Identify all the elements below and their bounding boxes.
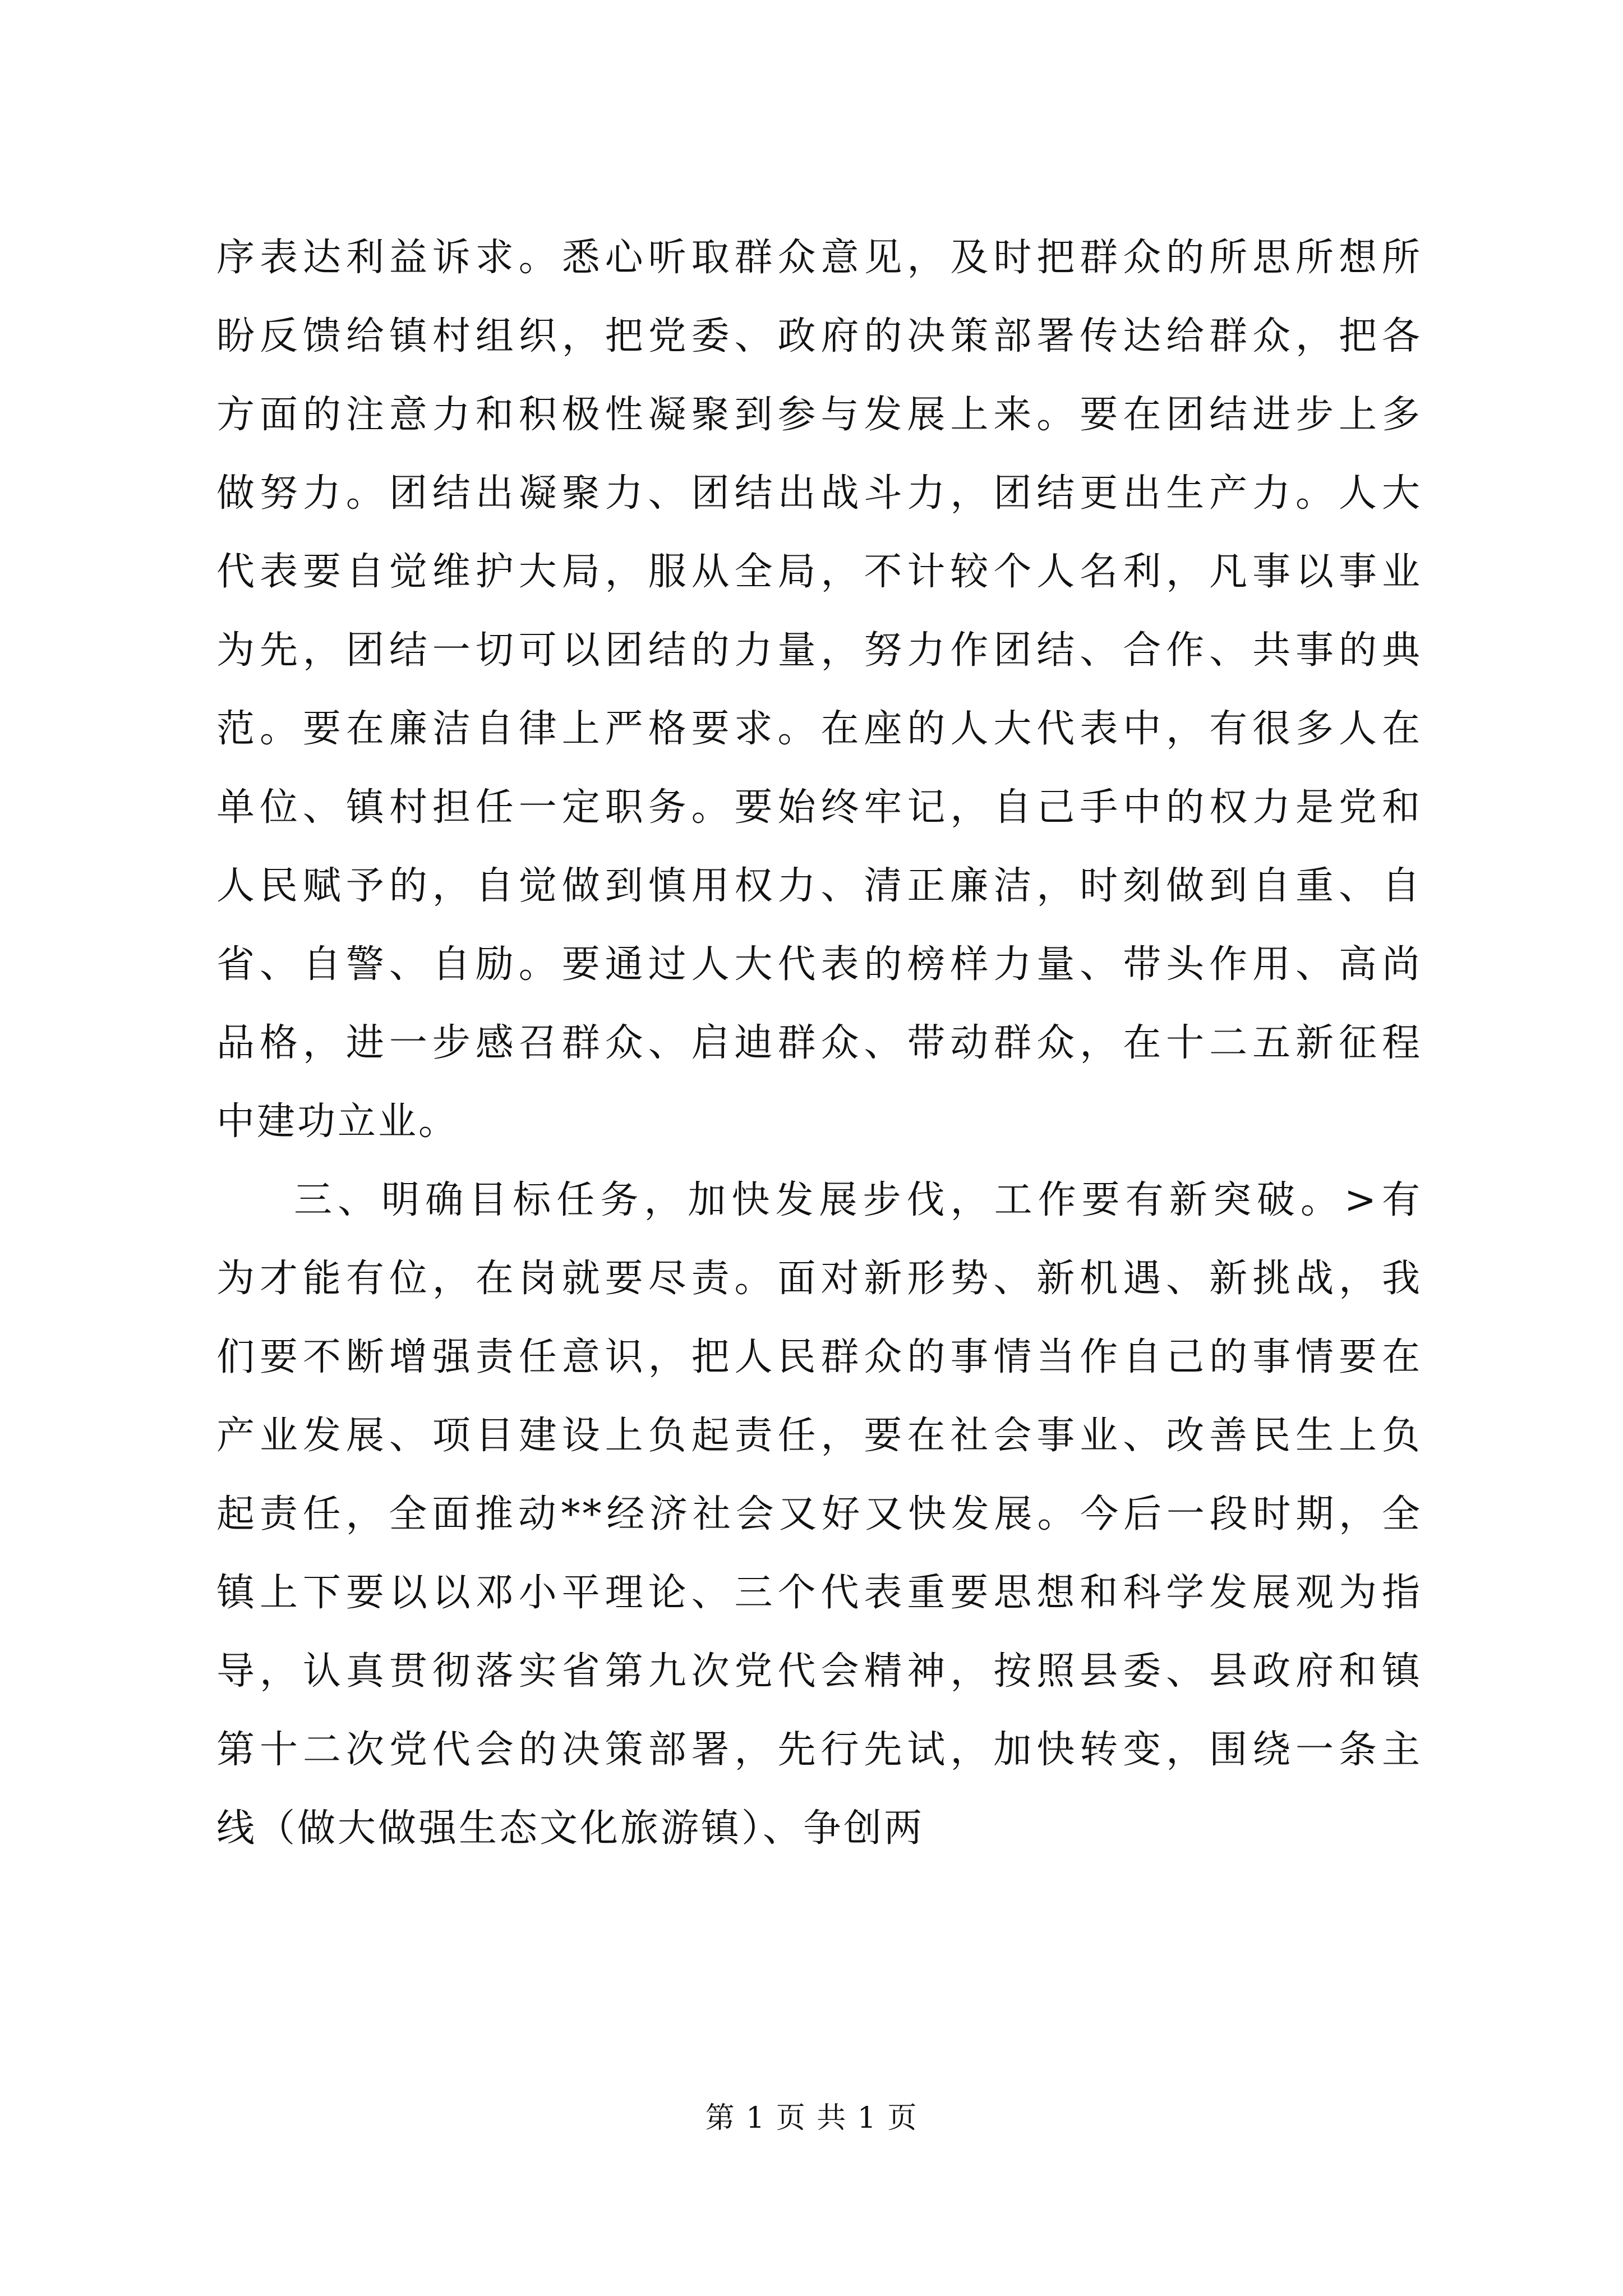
text-line: 做努力。团结出凝聚力、团结出战斗力，团结更出生产力。人大 bbox=[216, 471, 1422, 516]
text-line: 省、自警、自励。要通过人大代表的榜样力量、带头作用、高尚 bbox=[216, 942, 1422, 987]
text-line: 序表达利益诉求。悉心听取群众意见，及时把群众的所思所想所 bbox=[216, 236, 1422, 280]
text-line: 们要不断增强责任意识，把人民群众的事情当作自己的事情要在 bbox=[216, 1335, 1422, 1379]
text-line: 单位、镇村担任一定职务。要始终牢记，自己手中的权力是党和 bbox=[216, 785, 1422, 830]
text-line: 中建功立业。 bbox=[216, 1099, 459, 1144]
text-line: 线（做大做强生态文化旅游镇）、争创两 bbox=[216, 1806, 925, 1851]
text-line: 为才能有位，在岗就要尽责。面对新形势、新机遇、新挑战，我 bbox=[216, 1257, 1422, 1301]
text-line: 镇上下要以以邓小平理论、三个代表重要思想和科学发展观为指 bbox=[216, 1571, 1422, 1615]
text-line: 范。要在廉洁自律上严格要求。在座的人大代表中，有很多人在 bbox=[216, 707, 1422, 751]
text-line: 盼反馈给镇村组织，把党委、政府的决策部署传达给群众，把各 bbox=[216, 314, 1422, 358]
text-line: 代表要自觉维护大局，服从全局，不计较个人名利，凡事以事业 bbox=[216, 550, 1422, 594]
section-heading-line: 三、明确目标任务，加快发展步伐，工作要有新突破。>有 bbox=[294, 1178, 1422, 1222]
text-line: 第十二次党代会的决策部署，先行先试，加快转变，围绕一条主 bbox=[216, 1728, 1422, 1772]
text-line: 人民赋予的，自觉做到慎用权力、清正廉洁，时刻做到自重、自 bbox=[216, 864, 1422, 908]
text-line: 产业发展、项目建设上负起责任，要在社会事业、改善民生上负 bbox=[216, 1414, 1422, 1458]
text-line: 品格，进一步感召群众、启迪群众、带动群众，在十二五新征程 bbox=[216, 1021, 1422, 1065]
text-line: 导，认真贯彻落实省第九次党代会精神，按照县委、县政府和镇 bbox=[216, 1649, 1422, 1694]
text-line: 为先，团结一切可以团结的力量，努力作团结、合作、共事的典 bbox=[216, 628, 1422, 673]
text-line: 方面的注意力和积极性凝聚到参与发展上来。要在团结进步上多 bbox=[216, 393, 1422, 437]
body-text bbox=[216, 219, 1422, 1868]
page-number-footer: 第 1 页 共 1 页 bbox=[705, 2101, 918, 2135]
text-line: 起责任，全面推动**经济社会又好又快发展。今后一段时期，全 bbox=[216, 1492, 1422, 1536]
